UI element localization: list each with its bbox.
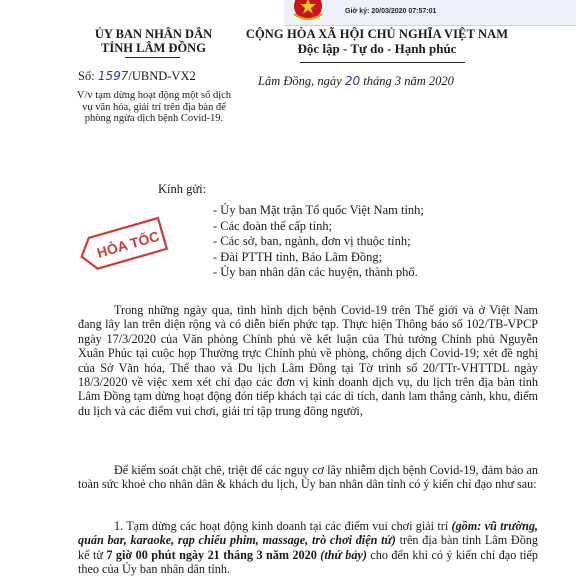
paragraph-1-text: Trong những ngày qua, tình hình dịch bệnh Covid-19 trên Thế giới và ở Việt Nam đang lây lan trên diện rộng và có diễn biến phức tạp. Thực hiện Thông báo số 102/TB-VPCP ngày 17/3/2020 của Văn phòng Chính phủ về kết luận của Thủ tướng Chính phủ Nguyễn Xuân Phúc tại cuộc họp Thường trực Chính phủ về phòng, chống dịch Covid-19; xét đề nghị của Sở Văn hóa, Thể thao và Du lịch Lâm Đồng tại Tờ trình số 20/TTr-VHTTDL ngày 18/3/2020 về việc xem xét chỉ đạo các đơn vị kinh doanh dịch vụ, du lịch trên địa bàn tỉnh Lâm Đồng tạm dừng hoạt động đón tiếp khách tại các di tích, danh lam thắng cảnh, khu, điểm du lịch và các điểm vui chơi, giải trí tập trung đông người, [78, 303, 538, 418]
recipient-item: - Các sở, ban, ngành, đơn vị thuộc tỉnh; [213, 234, 411, 248]
date-day-handwritten: 20 [344, 74, 361, 88]
recipient-item: - Đài PTTH tỉnh, Báo Lâm Đồng; [213, 249, 383, 264]
doc-number-prefix: Số: [78, 69, 95, 83]
urgent-stamp [74, 215, 169, 276]
doc-number-handwritten: 1597 [97, 69, 129, 83]
recipient-item: - Các đoàn thể cấp tỉnh; [213, 218, 333, 233]
national-motto: Độc lập - Tự do - Hạnh phúc [297, 41, 457, 56]
document-date [258, 74, 454, 89]
paragraph-3-effective-time: 7 giờ 00 phút ngày 21 tháng 3 năm 2020 [106, 547, 317, 562]
paragraph-3-tail: cho đến khi có ý kiến chỉ đạo tiếp theo của Ủy ban nhân dân tỉnh. [78, 547, 539, 577]
document-subject: V/v tạm dừng hoạt động một số dịch vụ văn hóa, giải trí trên địa bàn để phòng ngừa dịch bệnh Covid-19. [76, 90, 232, 124]
issuer-line-2: TỈNH LÂM ĐỒNG [101, 41, 206, 55]
issuer-line-1: ỦY BAN NHÂN DÂN [94, 27, 213, 41]
document-number [78, 69, 196, 84]
date-suffix: tháng 3 năm 2020 [363, 74, 454, 88]
body-paragraph-1 [78, 303, 538, 418]
signature-time: Giờ ký: 20/03/2020 07:57:01 [345, 8, 437, 15]
national-emblem-icon [290, 0, 326, 22]
motto-underline [300, 62, 465, 63]
paragraph-3-mid: trên địa bàn tỉnh Lâm Đồng kể từ [78, 533, 538, 562]
recipients-list [213, 203, 424, 281]
paragraph-2-text: Để kiểm soát chặt chẽ, triệt để các nguy cơ lây nhiễm dịch bệnh Covid-19, đảm bảo an toàn sức khoẻ cho nhân dân & khách du lịch, Ủy ban nhân dân tỉnh có ý kiến chỉ đạo như sau: [78, 463, 538, 492]
paragraph-3-intro: 1. Tạm dừng các hoạt động kinh doanh tại các điểm vui chơi giải trí [114, 519, 452, 533]
issuer-underline [125, 57, 180, 58]
recipient-item: - Ủy ban Mặt trận Tổ quốc Việt Nam tỉnh; [213, 203, 424, 217]
paragraph-3-weekday: (thứ bảy) [320, 547, 367, 562]
issuer-header [76, 27, 231, 55]
paragraph-3-venues: (gồm: vũ trường, quán bar, karaoke, rạp chiếu phim, massage, trò chơi điện tử) [78, 519, 538, 548]
national-header [232, 27, 522, 57]
urgent-stamp-text: HỎA TỐC [95, 227, 162, 261]
recipient-item: - Ủy ban nhân dân các huyện, thành phố. [213, 265, 418, 279]
body-paragraph-3 [78, 519, 538, 577]
body-paragraph-2 [78, 463, 538, 492]
national-title: CỘNG HÒA XÃ HỘI CHỦ NGHĨA VIỆT NAM [245, 27, 509, 41]
recipients-label: Kính gửi: [158, 182, 207, 196]
date-prefix: Lâm Đồng, ngày [258, 74, 342, 88]
doc-number-suffix: /UBND-VX2 [128, 69, 196, 83]
